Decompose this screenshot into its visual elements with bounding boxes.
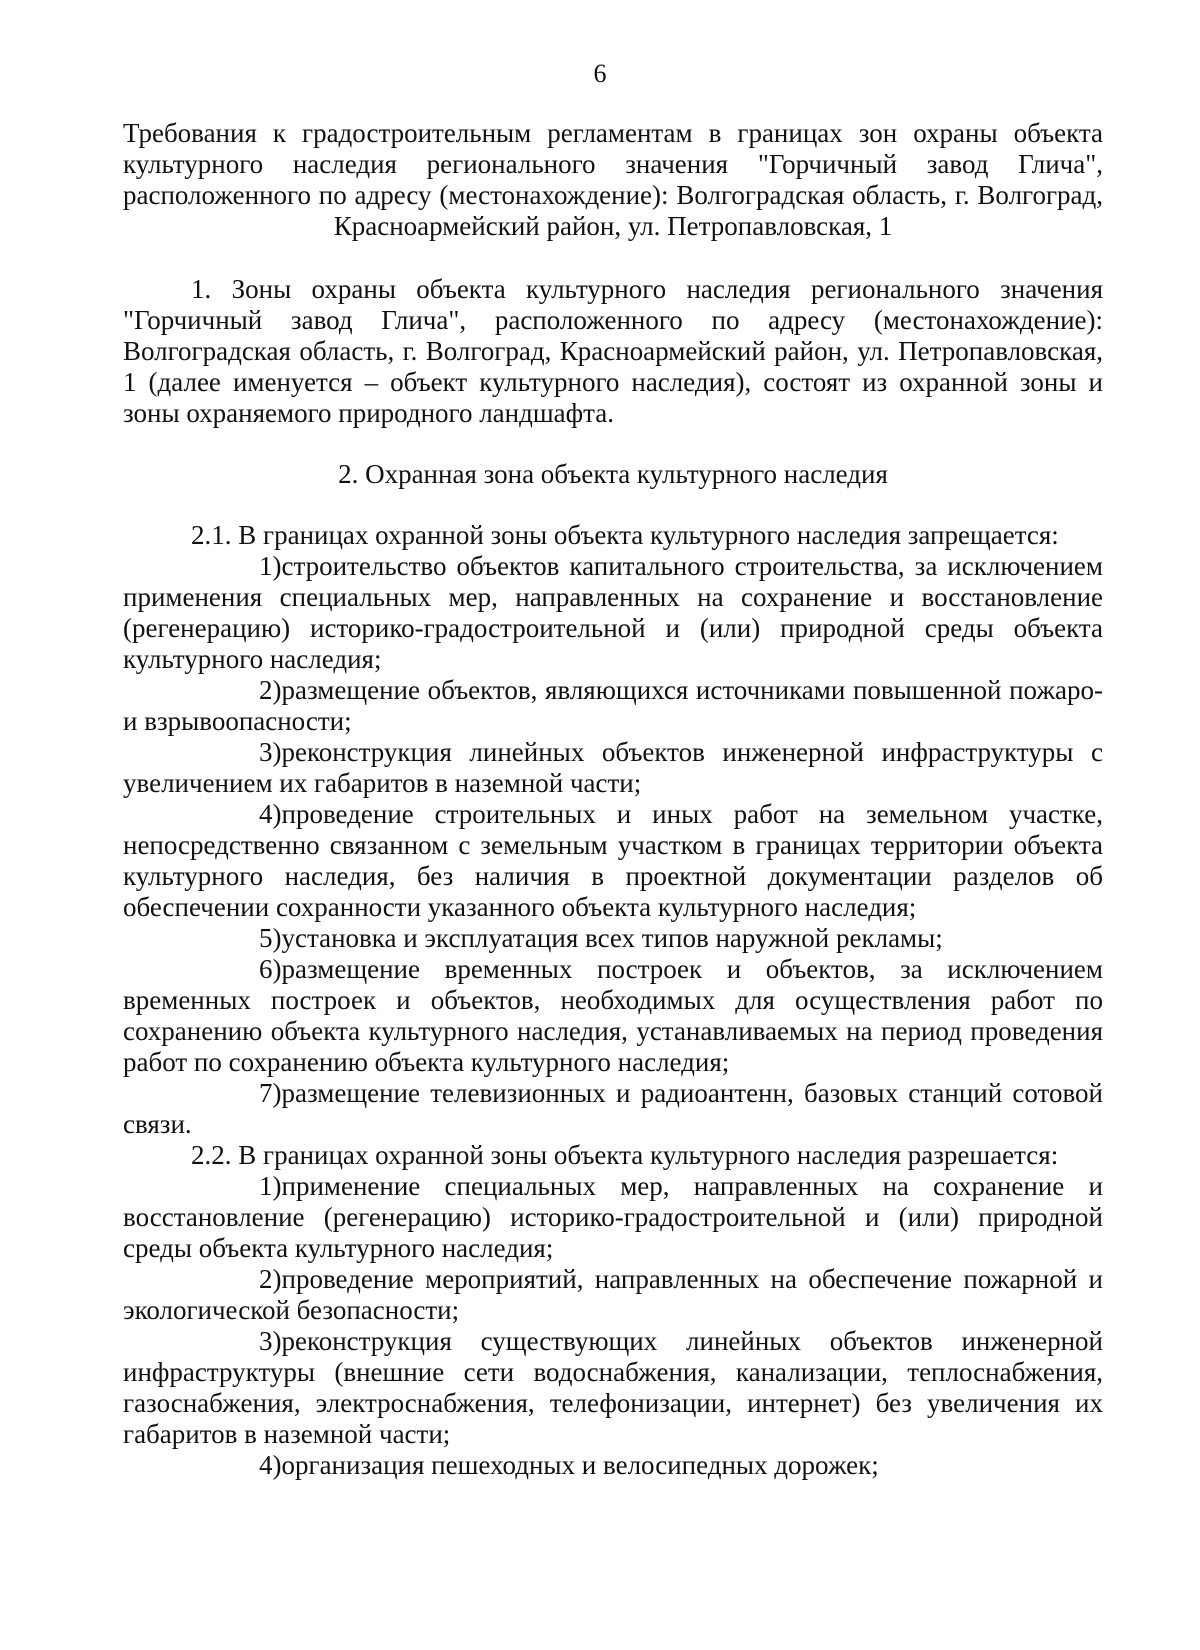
document-body [123,118,1103,1481]
list-item [123,923,1103,954]
item-number: 6) [259,954,282,984]
list-item [123,1264,1103,1326]
item-text: проведение строительных и иных работ на земельном участке, непосредственно связанном с земельным участком в границах территории объекта культурного наследия, без наличия в проектной документации разделов об обеспечении сохранности указанного объекта культурного наследия; [123,799,1103,922]
item-number: 2) [259,675,282,705]
subsection-2-1-heading: 2.1. В границах охранной зоны объекта культурного наследия запрещается: [191,520,1059,550]
item-number: 5) [259,923,282,953]
item-text: строительство объектов капитального строительства, за исключением применения специальных мер, направленных на сохранение и восстановление (регенерацию) историко-градостроительной и (или) природной среды объекта культурного наследия; [123,551,1103,674]
item-number: 3) [259,737,282,767]
item-text: размещение телевизионных и радиоантенн, базовых станций сотовой связи. [123,1078,1103,1139]
list-item [123,1326,1103,1450]
item-number: 4) [259,1450,282,1480]
item-number: 1) [259,1171,282,1201]
item-number: 7) [259,1078,282,1108]
item-text: применение специальных мер, направленных на сохранение и восстановление (регенерацию) историко-градостроительной и (или) природной среды объекта культурного наследия; [123,1171,1103,1263]
page-number: 6 [593,59,607,88]
item-number: 4) [259,799,282,829]
list-item [123,1171,1103,1264]
item-text: организация пешеходных и велосипедных дорожек; [281,1450,879,1480]
list-item [123,1450,1103,1481]
item-text: размещение временных построек и объектов, за исключением временных построек и объектов, необходимых для осуществления работ по сохранению объекта культурного наследия, устанавливаемых на период проведения работ по сохранению объекта культурного наследия; [123,954,1103,1077]
item-number: 2) [259,1264,282,1294]
item-text: размещение объектов, являющихся источниками повышенной пожаро- и взрывоопасности; [123,675,1103,736]
item-text: установка и эксплуатация всех типов наружной рекламы; [281,923,943,953]
item-text: реконструкция линейных объектов инженерной инфраструктуры с увеличением их габаритов в наземной части; [123,737,1103,798]
section-2-heading: 2. Охранная зона объекта культурного наследия [338,459,888,489]
list-item [123,675,1103,737]
list-item [123,737,1103,799]
item-text: проведение мероприятий, направленных на обеспечение пожарной и экологической безопасности; [123,1264,1103,1325]
list-item [123,954,1103,1078]
item-number: 3) [259,1326,282,1356]
item-text: реконструкция существующих линейных объектов инженерной инфраструктуры (внешние сети водоснабжения, канализации, теплоснабжения, газоснабжения, электроснабжения, телефонизации, интернет) без увеличения их габаритов в наземной части; [123,1326,1103,1449]
list-item [123,551,1103,675]
subsection-2-2-heading: 2.2. В границах охранной зоны объекта культурного наследия разрешается: [191,1140,1059,1170]
list-item [123,1078,1103,1140]
document-title: Требования к градостроительным регламентам в границах зон охраны объекта культурного наследия регионального значения "Горчичный завод Глича", расположенного по адресу (местонахождение): Волгоградская область, г. Волгоград, Красноармейский район, ул. Петропавловская, 1 [123,118,1103,241]
section-1-paragraph: 1. Зоны охраны объекта культурного наследия регионального значения "Горчичный завод Глича", расположенного по адресу (местонахождение): Волгоградская область, г. Волгоград, Красноармейский район, ул. Петропавловская, 1 (далее именуется – объект культурного наследия), состоят из охранной зоны и зоны охраняемого природного ландшафта. [123,274,1103,428]
list-item [123,799,1103,923]
item-number: 1) [259,551,282,581]
